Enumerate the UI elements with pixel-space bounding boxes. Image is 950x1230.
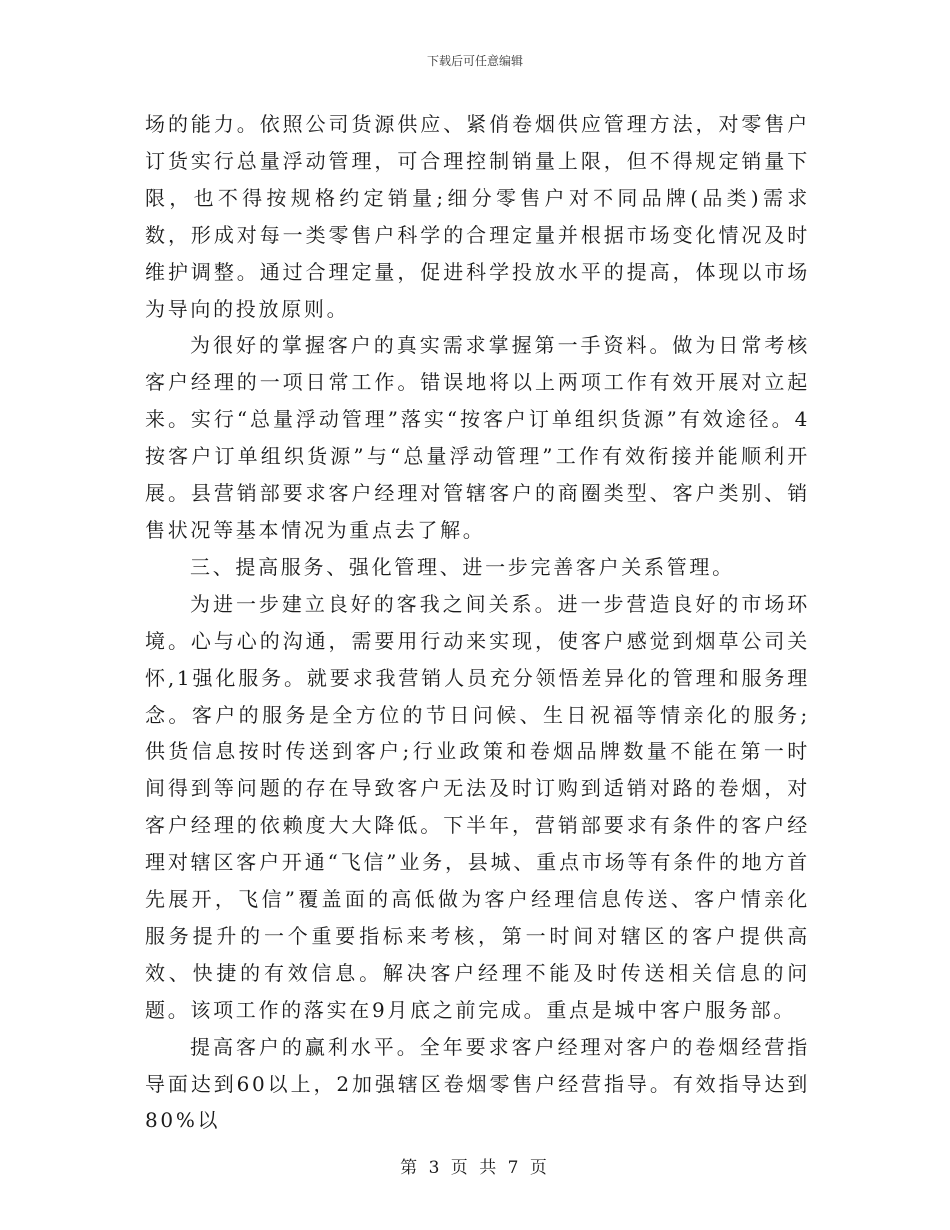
paragraph: 为进一步建立良好的客我之间关系。进一步营造良好的市场环境。心与心的沟通，需要用行动来实现，使客户感觉到烟草公司关怀,1强化服务。就要求我营销人员充分领悟差异化的管理和服务理念。客户的服务是全方位的节日问候、生日祝福等情亲化的服务;供货信息按时传送到客户;行业政策和卷烟品牌数量不能在第一时间得到等问题的存在导致客户无法及时订购到适销对路的卷烟，对客户经理的依赖度大大降低。下半年，营销部要求有条件的客户经理对辖区客户开通“飞信”业务，县城、重点市场等有条件的地方首先展开，飞信”覆盖面的高低做为客户经理信息传送、客户情亲化服务提升的一个重要指标来考核，第一时间对辖区的客户提供高效、快捷的有效信息。解决客户经理不能及时传送相关信息的问题。该项工作的落实在9月底之前完成。重点是城中客户服务部。	[145, 591, 810, 1022]
paragraph: 场的能力。依照公司货源供应、紧俏卷烟供应管理方法，对零售户订货实行总量浮动管理，可合理控制销量上限，但不得规定销量下限，也不得按规格约定销量;细分零售户对不同品牌(品类)需求数，形成对每一类零售户科学的合理定量并根据市场变化情况及时维护调整。通过合理定量，促进科学投放水平的提高，体现以市场为导向的投放原则。	[145, 112, 810, 321]
paragraph: 为很好的掌握客户的真实需求掌握第一手资料。做为日常考核客户经理的一项日常工作。错误地将以上两项工作有效开展对立起来。实行“总量浮动管理”落实“按客户订单组织货源”有效途径。4按客户订单组织货源”与“总量浮动管理”工作有效衔接并能顺利开展。县营销部要求客户经理对管辖客户的商圈类型、客户类别、销售状况等基本情况为重点去了解。	[145, 333, 810, 542]
page-header: 下载后可任意编辑	[426, 54, 523, 68]
page-number: 第 3 页 共 7 页	[400, 1158, 550, 1178]
section-heading: 三、提高服务、强化管理、进一步完善客户关系管理。	[190, 554, 735, 579]
paragraph: 提高客户的赢利水平。全年要求客户经理对客户的卷烟经营指导面达到60以上，2加强辖区卷烟零售户经营指导。有效指导达到80%以	[145, 1034, 810, 1133]
document-body	[145, 106, 810, 1139]
